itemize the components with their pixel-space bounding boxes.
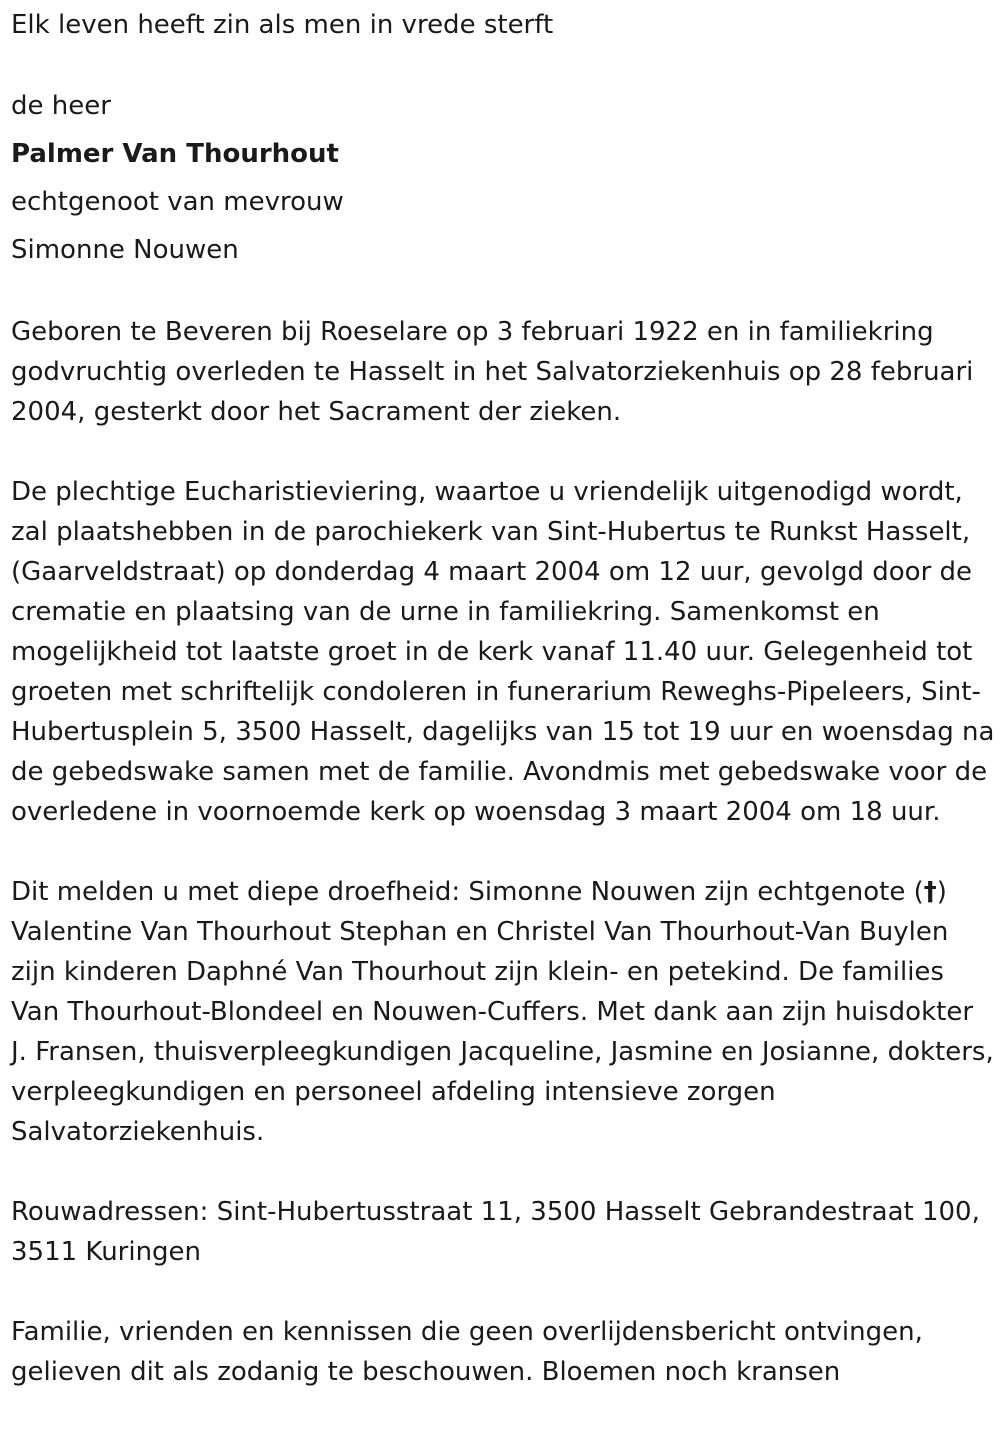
family-text-part-1: Dit melden u met diepe droefheid: Simonne Nouwen zijn echtgenote ( [11,877,924,907]
motto: Elk leven heeft zin als men in vrede sterft [11,10,554,40]
closing-paragraph: Familie, vrienden en kennissen die geen overlijdensbericht ontvingen, gelieven dit als zodanig te beschouwen. Bloemen noch kransen [11,1317,923,1387]
deceased-name: Palmer Van Thourhout [11,139,339,169]
birth-death-paragraph: Geboren te Beveren bij Roeselare op 3 februari 1922 en in familiekring godvruchtig overleden te Hasselt in het Salvatorziekenhuis op 28 februari 2004, gesterkt door het Sacrament der zieken. [11,317,974,427]
spouse-intro: echtgenoot van mevrouw [11,187,344,217]
cross-icon: † [923,877,937,907]
obituary-document [11,0,996,1392]
addresses-paragraph: Rouwadressen: Sint-Hubertusstraat 11, 3500 Hasselt Gebrandestraat 100, 3511 Kuringen [11,1197,980,1267]
spouse-name: Simonne Nouwen [11,235,239,265]
ceremony-paragraph: De plechtige Eucharistieviering, waartoe u vriendelijk uitgenodigd wordt, zal plaatshebben in de parochiekerk van Sint-Hubertus te Runkst Hasselt, (Gaarveldstraat) op donderdag 4 maart 2004 om 12 uur, gevolgd door de crematie en plaatsing van de urne in familiekring. Samenkomst en mogelijkheid tot laatste groet in de kerk vanaf 11.40 uur. Gelegenheid tot groeten met schriftelijk condoleren in funerarium Reweghs-Pipeleers, Sint-Hubertusplein 5, 3500 Hasselt, dagelijks van 15 tot 19 uur en woensdag na de gebedswake samen met de familie. Avondmis met gebedswake voor de overledene in voornoemde kerk op woensdag 3 maart 2004 om 18 uur. [11,477,995,827]
family-paragraph [11,872,996,1152]
family-text-part-2: ) Valentine Van Thourhout Stephan en Christel Van Thourhout-Van Buylen zijn kinderen Daphné Van Thourhout zijn klein- en petekind. De families Van Thourhout-Blondeel en Nouwen-Cuffers. Met dank aan zijn huisdokter J. Fransen, thuisverpleegkundigen Jacqueline, Jasmine en Josianne, dokters, verpleegkundigen en personeel afdeling intensieve zorgen Salvatorziekenhuis. [11,877,994,1147]
salutation: de heer [11,91,111,121]
